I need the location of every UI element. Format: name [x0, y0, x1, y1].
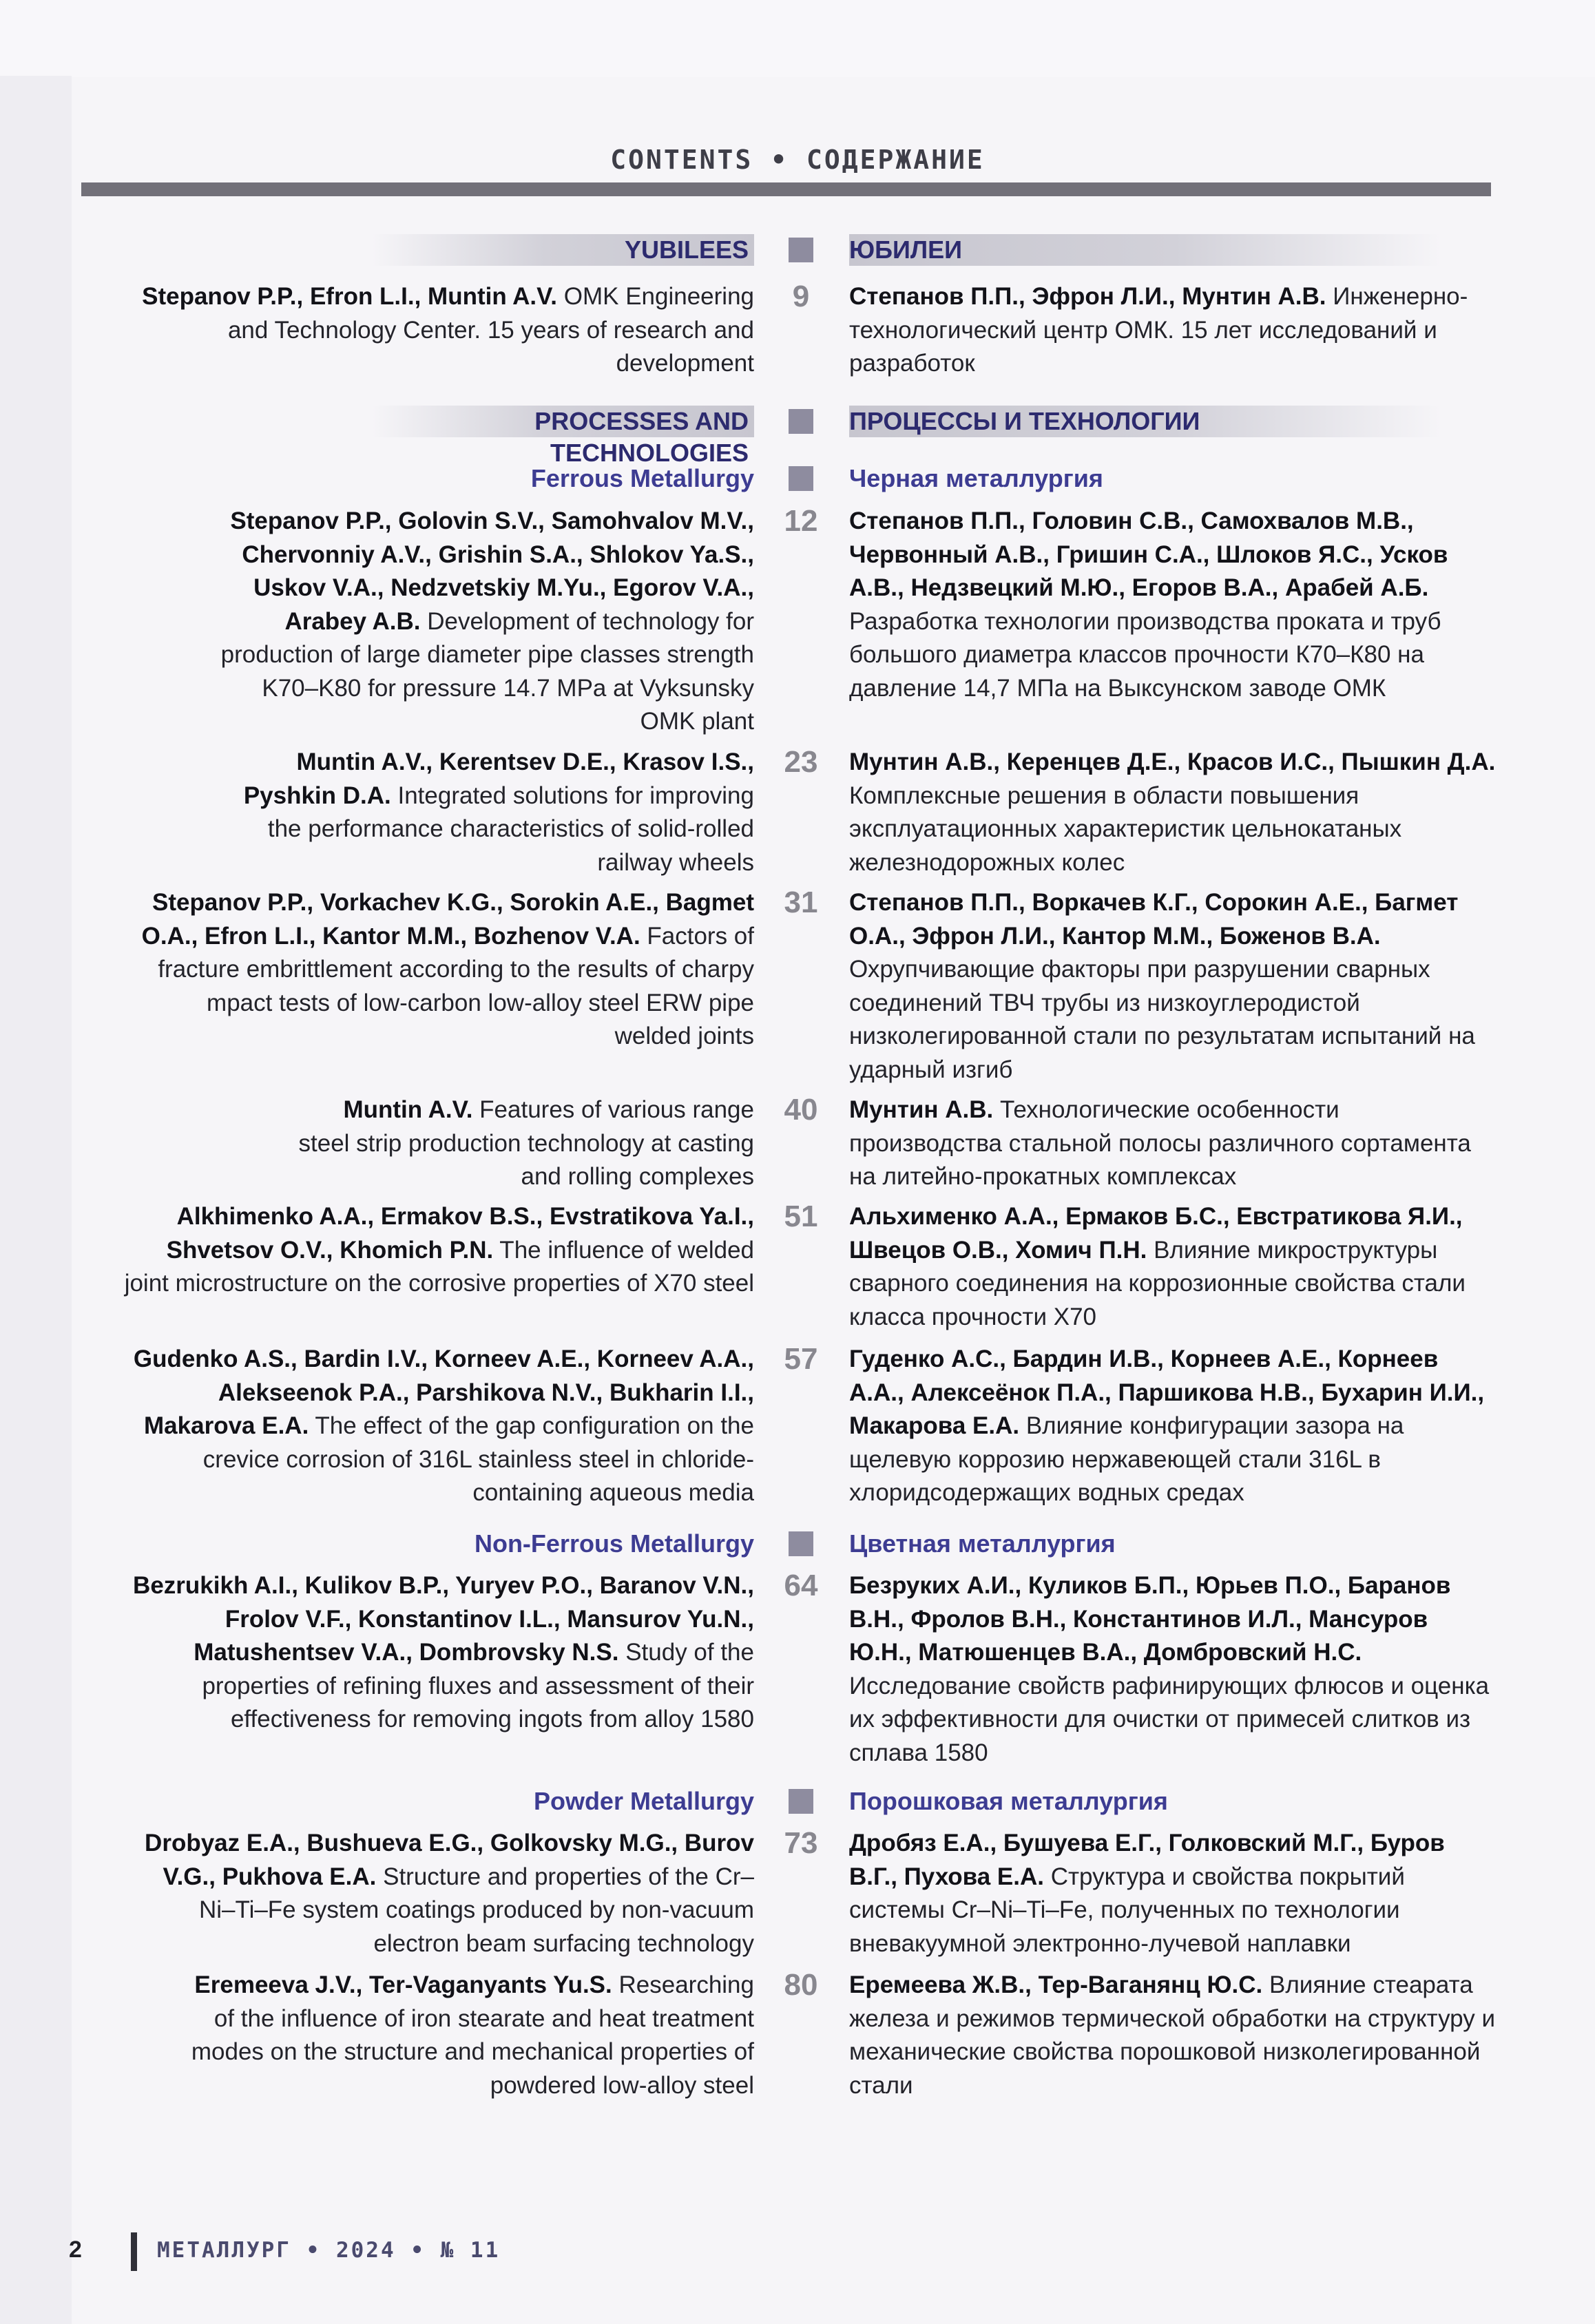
entry-authors-en: Muntin A.V.	[343, 1096, 473, 1123]
subsection-powder-en: Powder Metallurgy	[533, 1787, 754, 1815]
entry-en	[103, 886, 754, 1054]
subsection-powder-ru: Порошковая металлургия	[849, 1787, 1168, 1815]
entry-authors-en: Muntin A.V., Kerentsev D.E., Krasov I.S., Pyshkin D.A.	[243, 749, 754, 809]
entry-page-number[interactable]: 64	[784, 1569, 818, 1602]
entry-ru	[849, 1969, 1497, 2102]
entry-title-ru: Инженерно-технологический центр ОМК. 15 лет исследований и разработок	[849, 283, 1468, 377]
entry-authors-ru: Альхименко А.А., Ермаков Б.С., Евстратикова Я.И., Швецов О.В., Хомич П.Н.	[849, 1203, 1463, 1264]
entry-title-en: Factors of fracture embrittlement according to the results of charpy mpact tests of low-carbon low-alloy steel ERW pipe welded joints	[158, 922, 754, 1049]
entry-ru	[849, 886, 1497, 1087]
entry-title-ru: Комплексные решения в области повышения эксплуатационных характеристик цельнокатаных железнодорожных колес	[849, 782, 1402, 876]
entry-ru	[849, 1343, 1497, 1510]
entry-ru	[849, 1093, 1497, 1194]
section-yubilees-ru: ЮБИЛЕИ	[849, 234, 1441, 266]
entry-title-en: The effect of the gap configuration on the crevice corrosion of 316L stainless steel in chloride-containing aqueous media	[202, 1412, 754, 1506]
entry-title-en: Study of the properties of refining fluxes and assessment of their effectiveness for removing ingots from alloy 1580	[202, 1639, 754, 1732]
entry-ru	[849, 280, 1497, 381]
subsection-nonferrous-ru: Цветная металлургия	[849, 1529, 1116, 1558]
entry-authors-ru: Дробяз Е.А., Бушуева Е.Г., Голковский М.Г., Буров В.Г., Пухова Е.А.	[849, 1830, 1445, 1890]
entry-page-number[interactable]: 23	[784, 745, 818, 779]
subsection-nonferrous-en: Non-Ferrous Metallurgy	[474, 1529, 754, 1558]
entry-title-en: Researching of the influence of iron stearate and heat treatment modes on the structure and mechanical properties of powdered low-alloy steel	[191, 1971, 754, 2099]
entry-authors-en: Stepanov P.P., Golovin S.V., Samohvalov M.V., Chervonniy A.V., Grishin S.A., Shlokov Ya.S., Uskov V.A., Nedzvetskiy M.Yu., Egorov V.A., Arabey A.B.	[230, 507, 754, 635]
entry-page-number[interactable]: 12	[784, 504, 818, 538]
entry-page-number[interactable]: 31	[784, 886, 818, 919]
entry-authors-ru: Мунтин А.В.	[849, 1096, 994, 1123]
header-rule	[81, 182, 1491, 196]
entry-page-number[interactable]: 80	[784, 1968, 818, 2002]
entry-authors-en: Alkhimenko A.A., Ermakov B.S., Evstratikova Ya.I., Shvetsov O.V., Khomich P.N.	[166, 1203, 754, 1264]
page-title: CONTENTS • СОДЕРЖАНИЕ	[610, 145, 985, 175]
entry-ru	[849, 1569, 1497, 1770]
entry-ru	[849, 505, 1497, 705]
section-square-marker	[789, 409, 813, 434]
footer-divider	[131, 2232, 137, 2271]
entry-title-en: Structure and properties of the Cr–Ni–Ti–Fe system coatings produced by non-vacuum electron beam surfacing technology	[198, 1863, 754, 1957]
entry-en	[103, 746, 754, 879]
entry-en	[103, 1343, 754, 1510]
entry-en	[103, 1969, 754, 2102]
subsection-square-marker	[789, 1789, 813, 1814]
subsection-square-marker	[789, 466, 813, 491]
subsection-square-marker	[789, 1531, 813, 1556]
entry-title-ru: Влияние микроструктуры сварного соединения на коррозионные свойства стали класса прочности Х70	[849, 1236, 1466, 1330]
scan-edge-left	[0, 76, 72, 2324]
section-processes-en: PROCESSES AND TECHNOLOGIES	[372, 406, 754, 437]
entry-authors-en: Stepanov P.P., Vorkachev K.G., Sorokin A.E., Bagmet O.A., Efron L.I., Kantor M.M., Bozhenov V.A.	[141, 889, 754, 950]
entry-title-ru: Исследование свойств рафинирующих флюсов и оценка их эффективности для очистки от примесей слитков из сплава 1580	[849, 1672, 1490, 1766]
entry-en	[103, 505, 754, 739]
entry-ru	[849, 1827, 1497, 1960]
entry-authors-ru: Степанов П.П., Эфрон Л.И., Мунтин А.В.	[849, 283, 1326, 310]
subsection-ferrous-ru: Черная металлургия	[849, 464, 1103, 492]
entry-page-number[interactable]: 57	[784, 1342, 818, 1376]
entry-title-en: OMK Engineering and Technology Center. 15 years of research and development	[227, 283, 754, 377]
section-processes-ru: ПРОЦЕССЫ И ТЕХНОЛОГИИ	[849, 406, 1441, 437]
entry-authors-en: Stepanov P.P., Efron L.I., Muntin A.V.	[142, 283, 558, 310]
entry-title-en: Integrated solutions for improving the performance characteristics of solid-rolled railway wheels	[267, 782, 754, 876]
section-square-marker	[789, 238, 813, 262]
entry-title-en: The influence of welded joint microstructure on the corrosive properties of X70 steel	[124, 1236, 754, 1297]
entry-authors-en: Drobyaz E.A., Bushueva E.G., Golkovsky M.G., Burov V.G., Pukhova E.A.	[145, 1830, 754, 1890]
entry-authors-en: Bezrukikh A.I., Kulikov B.P., Yuryev P.O., Baranov V.N., Frolov V.F., Konstantinov I.L., Mansurov Yu.N., Matushentsev V.A., Dombrovsky N.S.	[133, 1572, 754, 1666]
entry-title-ru: Технологические особенности производства стальной полосы различного сортамента на литейно-прокатных комплексах	[849, 1096, 1471, 1190]
entry-authors-ru: Гуденко А.С., Бардин И.В., Корнеев А.Е., Корнеев А.А., Алексеёнок П.А., Паршикова Н.В., Бухарин И.И., Макарова Е.А.	[849, 1346, 1485, 1439]
entry-title-en: Development of technology for production of large diameter pipe classes strength K70–K80 for pressure 14.7 MPa at Vyksunsky OMK plant	[220, 607, 754, 735]
entry-en	[103, 280, 754, 381]
entry-en	[103, 1827, 754, 1960]
entry-authors-ru: Еремеева Ж.В., Тер-Ваганянц Ю.С.	[849, 1971, 1263, 1998]
entry-title-ru: Влияние конфигурации зазора на щелевую коррозию нержавеющей стали 316L в хлоридсодержащих водных средах	[849, 1412, 1404, 1506]
entry-en	[103, 1093, 754, 1194]
entry-ru	[849, 1200, 1497, 1334]
scan-edge-top	[0, 0, 1595, 77]
entry-authors-ru: Степанов П.П., Воркачев К.Г., Сорокин А.Е., Багмет О.А., Эфрон Л.И., Кантор М.М., Боженов В.А.	[849, 889, 1459, 950]
subsection-ferrous-en: Ferrous Metallurgy	[530, 464, 754, 492]
entry-page-number[interactable]: 51	[784, 1200, 818, 1233]
entry-en	[103, 1569, 754, 1737]
entry-en	[103, 1200, 754, 1301]
entry-title-ru: Охрупчивающие факторы при разрушении сварных соединений ТВЧ трубы из низкоуглеродистой низколегированной стали по результатам испытаний на ударный изгиб	[849, 956, 1475, 1083]
entry-title-ru: Структура и свойства покрытий системы Cr–Ni–Ti–Fe, полученных по технологии вневакуумной электронно-лучевой наплавки	[849, 1863, 1405, 1957]
entry-title-en: Features of various range steel strip production technology at casting and rolling complexes	[298, 1096, 754, 1190]
entry-page-number[interactable]: 73	[784, 1826, 818, 1860]
entry-authors-ru: Безруких А.И., Куликов Б.П., Юрьев П.О., Баранов В.Н., Фролов В.Н., Константинов И.Л., Мансуров Ю.Н., Матюшенцев В.А., Домбровский Н.С.	[849, 1572, 1451, 1666]
entry-title-ru: Влияние стеарата железа и режимов термической обработки на структуру и механические свойства порошковой низколегированной стали	[849, 1971, 1496, 2099]
entry-page-number[interactable]: 9	[792, 280, 810, 313]
entry-authors-ru: Степанов П.П., Головин С.В., Самохвалов М.В., Червонный А.В., Гришин С.А., Шлоков Я.С., Усков А.В., Недзвецкий М.Ю., Егоров В.А., Арабей А.Б.	[849, 507, 1448, 601]
entry-title-ru: Разработка технологии производства проката и труб большого диаметра классов прочности К70–К80 на давление 14,7 МПа на Выксунском заводе ОМК	[849, 607, 1441, 702]
entry-authors-en: Gudenko A.S., Bardin I.V., Korneev A.E., Korneev A.A., Alekseenok P.A., Parshikova N.V., Bukharin I.I., Makarova E.A.	[133, 1346, 754, 1439]
footer-page-number: 2	[69, 2237, 82, 2263]
section-yubilees-en: YUBILEES	[372, 234, 754, 266]
entry-authors-en: Eremeeva J.V., Ter-Vaganyants Yu.S.	[194, 1971, 612, 1998]
entry-authors-ru: Мунтин А.В., Керенцев Д.Е., Красов И.С., Пышкин Д.А.	[849, 749, 1496, 775]
entry-page-number[interactable]: 40	[784, 1093, 818, 1127]
entry-ru	[849, 746, 1497, 879]
footer-journal-issue: МЕТАЛЛУРГ • 2024 • № 11	[157, 2238, 501, 2263]
